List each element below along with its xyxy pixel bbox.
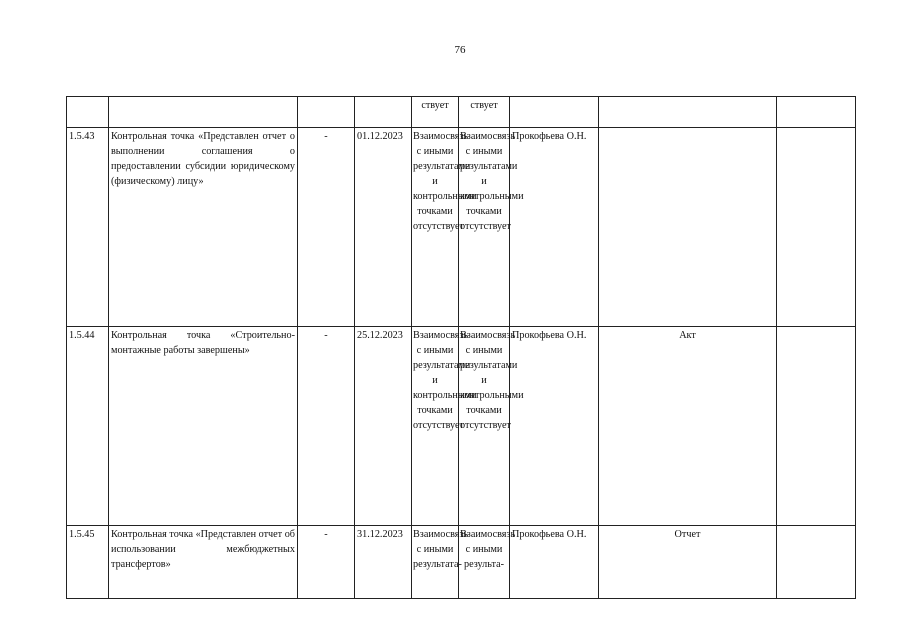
- cell-relation-a: Взаимосвязь с иными результатами и контрольными точками отсутствует: [412, 128, 459, 327]
- cell-relation-b: Взаимосвязь с иными результатами и контрольными точками отсутствует: [459, 327, 510, 526]
- cell-responsible: Прокофьева О.Н.: [510, 526, 599, 599]
- cell-extra: [777, 327, 856, 526]
- cell-date: 01.12.2023: [355, 128, 412, 327]
- table-row-carryover: [67, 97, 856, 128]
- cell-responsible: [510, 97, 599, 128]
- cell-document: [599, 97, 777, 128]
- cell-date: 25.12.2023: [355, 327, 412, 526]
- cell-relation-b: Взаимосвязь с иными результатами и контрольными точками отсутствует: [459, 128, 510, 327]
- cell-extra: [777, 97, 856, 128]
- cell-dash: [298, 97, 355, 128]
- cell-extra: [777, 526, 856, 599]
- control-points-table: [66, 96, 856, 599]
- cell-name: Контрольная точка «Строительно-монтажные работы завершены»: [109, 327, 298, 526]
- cell-dash: -: [298, 327, 355, 526]
- table-row: [67, 128, 856, 327]
- cell-extra: [777, 128, 856, 327]
- cell-num: [67, 97, 109, 128]
- cell-dash: -: [298, 128, 355, 327]
- table-row: [67, 526, 856, 599]
- page-number: 76: [454, 44, 466, 56]
- cell-relation-a: Взаимосвязь с иными результатами и контрольными точками отсутствует: [412, 327, 459, 526]
- cell-relation-b: ствует: [459, 97, 510, 128]
- cell-document: [599, 128, 777, 327]
- cell-num: 1.5.45: [67, 526, 109, 599]
- cell-name: Контрольная точка «Представлен отчет об использовании межбюджетных трансфертов»: [109, 526, 298, 599]
- cell-relation-a: Взаимосвязь с иными результата-: [412, 526, 459, 599]
- cell-document: Акт: [599, 327, 777, 526]
- cell-relation-b: Взаимосвязь с иными результа-: [459, 526, 510, 599]
- cell-responsible: Прокофьева О.Н.: [510, 327, 599, 526]
- cell-relation-a: ствует: [412, 97, 459, 128]
- table-row: [67, 327, 856, 526]
- cell-name: Контрольная точка «Представлен отчет о выполнении соглашения о предоставлении субсидии юридическому (физическому) лицу»: [109, 128, 298, 327]
- cell-dash: -: [298, 526, 355, 599]
- cell-date: [355, 97, 412, 128]
- cell-name: [109, 97, 298, 128]
- cell-num: 1.5.43: [67, 128, 109, 327]
- cell-date: 31.12.2023: [355, 526, 412, 599]
- cell-document: Отчет: [599, 526, 777, 599]
- cell-responsible: Прокофьева О.Н.: [510, 128, 599, 327]
- cell-num: 1.5.44: [67, 327, 109, 526]
